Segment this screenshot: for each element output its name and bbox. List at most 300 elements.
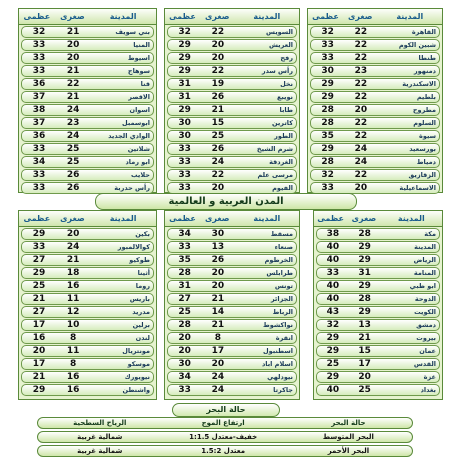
city-name: القاهرة [411,28,436,36]
city-name: طرابلس [266,269,293,277]
table-row [316,293,440,305]
max-temp: 36 [32,131,46,141]
header-min: صغرى [204,12,230,21]
max-temp: 17 [32,359,46,369]
max-temp: 34 [178,372,191,382]
table-row [167,241,297,253]
arab-world-banner: المدن العربية و العالمية [95,193,357,210]
max-temp: 40 [326,255,340,265]
max-temp: 33 [178,385,191,395]
max-temp: 28 [321,118,334,128]
city-name: الكويت [414,308,436,316]
max-temp: 29 [32,268,46,278]
min-temp: 8 [69,359,77,369]
table-row [167,267,297,279]
city-name: مرسى علم [257,171,293,179]
max-temp: 32 [178,27,191,37]
min-temp: 20 [66,229,80,239]
city-name: السلوم [413,119,436,127]
max-temp: 29 [178,66,191,76]
max-temp: 28 [178,320,191,330]
min-temp: 28 [358,229,371,239]
egypt-table-middle [164,8,300,193]
table-row [167,371,297,383]
min-temp: 12 [66,307,80,317]
city-name: بلطيم [416,93,436,101]
min-temp: 15 [358,346,371,356]
max-temp: 29 [321,144,334,154]
min-temp: 21 [211,294,225,304]
header-max: عظمى [317,214,345,223]
table-row [316,319,440,331]
min-temp: 20 [211,40,225,50]
min-temp: 17 [358,359,371,369]
max-temp: 40 [326,385,340,395]
header-max: عظمى [23,214,51,223]
min-temp: 20 [358,372,371,382]
min-temp: 24 [66,105,80,115]
header-city: المدينة [253,214,281,223]
max-temp: 32 [32,27,46,37]
sea-header-state: حالة البحر [331,419,366,427]
sea-state-title: حالة البحر [172,403,280,417]
max-temp: 32 [321,27,334,37]
city-name: الزقازيق [408,171,436,179]
city-name: مدريد [132,308,150,316]
city-name: مسقط [270,230,293,238]
max-temp: 21 [32,294,46,304]
city-name: واشنطن [122,386,150,394]
min-temp: 29 [358,281,371,291]
city-name: ابو رماد [125,158,150,166]
table-row [316,306,440,318]
table-row [310,52,440,64]
min-temp: 22 [354,79,368,89]
table-row [21,267,154,279]
table-row [167,254,297,266]
header-min: صغرى [60,12,85,21]
max-temp: 30 [178,359,191,369]
min-temp: 16 [66,281,80,291]
max-temp: 33 [32,144,46,154]
min-temp: 22 [354,27,368,37]
city-name: باريس [129,295,150,303]
table-row [310,26,440,38]
city-name: رأس حدربة [114,184,150,192]
city-name: بيروت [416,334,436,342]
table-row [21,319,154,331]
max-temp: 37 [32,118,46,128]
min-temp: 20 [211,268,225,278]
max-temp: 29 [326,346,340,356]
min-temp: 8 [214,333,222,343]
table-row [310,39,440,51]
max-temp: 25 [32,281,46,291]
table-row [167,280,297,292]
max-temp: 30 [178,131,191,141]
city-name: الفيوم [272,184,293,192]
city-name: دمنهور [413,67,436,75]
sea-header-wave: ارتفاع الموج [201,419,245,427]
sea-name: البحر الأحمر [327,447,370,455]
max-temp: 33 [32,242,46,252]
max-temp: 25 [178,307,191,317]
max-temp: 33 [178,242,191,252]
min-temp: 28 [358,294,371,304]
max-temp: 29 [321,92,334,102]
city-name: بغداد [420,386,436,394]
min-temp: 21 [211,320,225,330]
max-temp: 33 [32,40,46,50]
city-name: الوادي الجديد [108,132,150,140]
max-temp: 25 [326,359,340,369]
min-temp: 24 [66,242,80,252]
max-temp: 29 [178,105,191,115]
city-name: اسطنبول [263,347,293,355]
max-temp: 20 [32,346,46,356]
min-temp: 24 [211,385,225,395]
min-temp: 22 [354,40,368,50]
min-temp: 22 [354,131,368,141]
max-temp: 27 [32,307,46,317]
table-row [21,104,154,116]
city-name: سوهاج [127,67,150,75]
table-row [316,332,440,344]
table-row [21,293,154,305]
min-temp: 23 [66,118,80,128]
min-temp: 26 [211,255,225,265]
table-row [21,384,154,396]
table-row [316,280,440,292]
max-temp: 29 [326,333,340,343]
city-name: الاقصر [128,93,150,101]
table-row [316,345,440,357]
table-row [310,130,440,142]
city-name: نواكشوط [263,321,293,329]
sea-wind: شمالية غربية [77,447,123,455]
max-temp: 27 [178,294,191,304]
table-row [167,169,297,181]
city-name: قنا [140,80,150,88]
city-name: المنامة [413,269,436,277]
max-temp: 31 [178,92,191,102]
table-row [167,52,297,64]
min-temp: 24 [211,157,225,167]
min-temp: 18 [66,268,80,278]
max-temp: 16 [32,333,46,343]
min-temp: 26 [66,170,80,180]
min-temp: 24 [211,372,225,382]
min-temp: 15 [211,118,225,128]
min-temp: 20 [66,53,80,63]
city-name: بكين [135,230,150,238]
min-temp: 19 [211,79,225,89]
table-header [308,9,442,25]
city-name: عمان [419,347,436,355]
table-row [310,143,440,155]
max-temp: 32 [326,320,340,330]
table-header [165,211,299,227]
min-temp: 29 [358,255,371,265]
city-name: رأس سدر [261,67,293,75]
table-row [167,39,297,51]
city-name: كاترين [272,119,293,127]
city-name: الطور [274,132,293,140]
table-row [21,358,154,370]
min-temp: 21 [66,27,80,37]
table-rows [19,26,156,194]
max-temp: 33 [32,53,46,63]
min-temp: 14 [211,307,225,317]
egypt-table-left [18,8,157,193]
max-temp: 33 [178,157,191,167]
max-temp: 30 [178,118,191,128]
table-row [21,143,154,155]
table-row [310,104,440,116]
max-temp: 29 [326,372,340,382]
table-row [21,52,154,64]
table-row [167,130,297,142]
table-row [167,26,297,38]
city-name: اسوان [129,106,150,114]
city-name: شلاتين [127,145,150,153]
min-temp: 22 [354,92,368,102]
header-city: المدينة [109,12,137,21]
header-min: صغرى [347,12,373,21]
min-temp: 31 [358,268,371,278]
header-min: صغرى [351,214,377,223]
min-temp: 20 [211,359,225,369]
table-rows [314,228,442,396]
table-row [21,280,154,292]
city-name: ابوسمبل [122,119,150,127]
table-row [21,156,154,168]
table-row [21,332,154,344]
table-row [310,169,440,181]
city-name: انقرة [275,334,293,342]
min-temp: 23 [354,66,368,76]
max-temp: 33 [178,144,191,154]
min-temp: 20 [211,53,225,63]
sea-name: البحر المتوسط [322,433,374,441]
table-row [316,371,440,383]
min-temp: 20 [354,105,368,115]
city-name: موسكو [127,360,150,368]
city-name: المدينة [414,243,436,251]
table-row [167,228,297,240]
header-max: عظمى [23,12,51,21]
table-row [167,293,297,305]
min-temp: 26 [211,144,225,154]
sea-wave: خفيف-معتدل 1:1.5 [189,433,258,441]
max-temp: 17 [32,320,46,330]
header-city: المدينة [397,214,425,223]
header-city: المدينة [253,12,281,21]
table-row [316,241,440,253]
table-row [21,306,154,318]
city-name: نخل [280,80,293,88]
table-row [167,384,297,396]
table-row [310,65,440,77]
min-temp: 21 [66,66,80,76]
max-temp: 29 [32,385,46,395]
table-row [21,228,154,240]
city-name: الاسماعيلية [399,184,436,192]
arab-table-left [18,210,157,400]
city-name: السويس [266,28,293,36]
header-city: المدينة [109,214,137,223]
city-name: بورسعيد [409,145,436,153]
table-row [21,371,154,383]
min-temp: 22 [211,66,225,76]
min-temp: 26 [66,183,80,193]
sea-row-red-sea [37,445,413,457]
min-temp: 13 [358,320,371,330]
max-temp: 29 [32,229,46,239]
table-row [167,306,297,318]
table-row [316,228,440,240]
table-row [21,78,154,90]
table-row [21,39,154,51]
min-temp: 22 [354,53,368,63]
max-temp: 29 [321,79,334,89]
table-row [310,78,440,90]
max-temp: 40 [326,294,340,304]
min-temp: 13 [211,242,225,252]
city-name: الجزائر [270,295,293,303]
city-name: بني سويف [115,28,150,36]
min-temp: 25 [358,385,371,395]
min-temp: 22 [66,79,80,89]
city-name: العريش [268,41,293,49]
min-temp: 11 [66,346,80,356]
city-name: مطروح [412,106,436,114]
arab-table-middle [164,210,300,400]
max-temp: 33 [178,170,191,180]
table-row [167,78,297,90]
sea-row-mediterranean [37,431,413,443]
max-temp: 33 [326,268,340,278]
max-temp: 33 [321,183,334,193]
min-temp: 29 [358,242,371,252]
min-temp: 21 [358,333,371,343]
city-name: طنطا [418,54,436,62]
city-name: جاكرتا [273,386,293,394]
city-name: نويبع [276,93,293,101]
max-temp: 28 [321,157,334,167]
table-row [167,104,297,116]
table-row [167,156,297,168]
city-name: تونس [274,282,293,290]
city-name: رفح [280,54,293,62]
max-temp: 33 [32,183,46,193]
min-temp: 30 [211,229,225,239]
min-temp: 22 [354,170,368,180]
max-temp: 20 [178,333,191,343]
max-temp: 33 [321,40,334,50]
table-row [310,117,440,129]
min-temp: 20 [66,40,80,50]
table-row [167,332,297,344]
max-temp: 28 [178,268,191,278]
city-name: الغردقة [269,158,293,166]
table-row [21,241,154,253]
city-name: لندن [135,334,150,342]
city-name: صنعاء [274,243,293,251]
table-row [21,169,154,181]
city-name: الخرطوم [264,256,293,264]
city-name: نيويورك [124,373,150,381]
header-city: المدينة [396,12,424,21]
header-min: صغرى [204,214,230,223]
min-temp: 25 [66,157,80,167]
max-temp: 28 [321,105,334,115]
max-temp: 29 [178,40,191,50]
header-max: عظمى [169,12,196,21]
city-name: مكة [424,230,436,238]
min-temp: 20 [211,281,225,291]
min-temp: 21 [66,92,80,102]
max-temp: 27 [32,255,46,265]
city-name: طابا [279,106,293,114]
table-header [19,211,156,227]
max-temp: 35 [178,255,191,265]
table-row [21,91,154,103]
max-temp: 31 [178,79,191,89]
arab-table-right [313,210,443,400]
table-row [167,117,297,129]
city-name: روما [135,282,150,290]
min-temp: 24 [66,131,80,141]
min-temp: 16 [66,385,80,395]
table-row [316,254,440,266]
min-temp: 21 [66,255,80,265]
city-name: نيودلهي [267,373,293,381]
city-name: الرياض [413,256,436,264]
max-temp: 21 [32,372,46,382]
table-row [167,143,297,155]
max-temp: 40 [326,281,340,291]
min-temp: 29 [358,307,371,317]
table-row [21,65,154,77]
city-name: كوالالمبور [117,243,150,251]
table-row [167,319,297,331]
city-name: طوكيو [129,256,150,264]
city-name: ابو ظبي [409,282,436,290]
table-row [310,91,440,103]
min-temp: 17 [211,346,225,356]
max-temp: 32 [321,170,334,180]
city-name: دمشق [416,321,436,329]
max-temp: 34 [178,229,191,239]
table-row [316,358,440,370]
min-temp: 22 [211,27,225,37]
table-row [21,117,154,129]
table-rows [19,228,156,396]
table-rows [165,26,299,194]
table-row [21,26,154,38]
header-min: صغرى [60,214,85,223]
table-row [316,384,440,396]
city-name: مونتريال [122,347,150,355]
table-row [167,65,297,77]
min-temp: 20 [211,183,225,193]
sea-state-table [37,417,413,459]
city-name: غزة [423,373,436,381]
table-row [167,345,297,357]
sea-wind: شمالية غربية [77,433,123,441]
sea-state-header [37,417,413,429]
